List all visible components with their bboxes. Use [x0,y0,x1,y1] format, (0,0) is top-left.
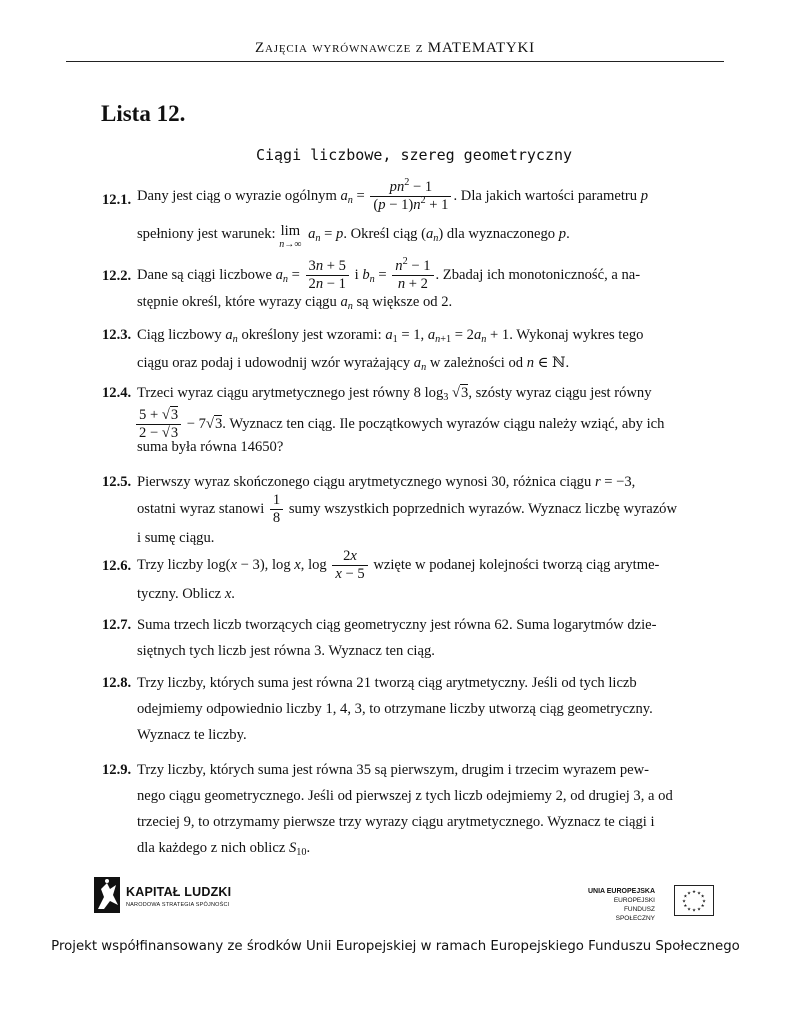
svg-text:★: ★ [691,908,697,914]
eu-flag-icon [674,885,714,916]
text-run: spełniony jest warunek: [137,226,276,242]
svg-text:★: ★ [681,899,687,905]
problem-text: dla każdego z nich oblicz $S_{10}$. [137,840,311,858]
problem-text: siętnych tych liczb jest równa 3. Wyznacz ten ciąg. [137,643,435,659]
text-run: Trzy liczby [137,557,204,573]
formula-fraction: $\frac{pn^2 - 1}{(p - 1)n^2 + 1}$ [370,179,451,214]
text-run: są większe od 2. [356,294,453,310]
problem-12-1 [102,175,724,250]
text-run: sumy wszystkich poprzednich wyrazów. Wyznacz liczbę wyrazów [288,501,678,517]
problem-number: 12.4. [102,385,132,401]
problem-12-6 [102,545,724,607]
problem-number: 12.1. [102,192,132,208]
svg-text:★: ★ [683,894,688,900]
problem-text: tyczny. Oblicz x. [137,586,235,602]
problem-text: Pierwszy wyraz skończonego ciągu arytmetycznego wynosi 30, różnica ciągu r = −3, [137,474,636,490]
text-run: , szósty wyraz ciągu jest równy [468,385,652,401]
problem-number: 12.5. [102,474,132,490]
problem-text: trzeciej 9, to otrzymamy pierwsze trzy wyrazy ciągu arytmetycznego. Wyznacz te ciągi i [137,814,655,830]
list-subtitle: Ciągi liczbowe, szereg geometryczny [255,146,573,164]
eu-label-3: FUNDUSZ SPOŁECZNY [615,906,655,922]
problem-text: ciągu oraz podaj i udowodnij wzór wyrażający $a_n$ w zależności od n ∈ ℕ. [137,355,570,373]
footer-logos [70,855,722,930]
svg-text:★: ★ [686,891,692,897]
text-run: tyczny. Oblicz [137,586,222,602]
text-run: . Dla jakich wartości parametru [453,188,638,204]
problem-text: $\frac{5 + √3}{2 - √3}$ − 7√3. Wyznacz ten ciąg. Ile początkowych wyrazów ciągu należy wziąć, aby ich [102,404,724,444]
text-run: Dany jest ciąg o wyrazie ogólnym [137,188,337,204]
problem-number: 12.9. [102,762,132,778]
text-run: . Wykonaj wykres tego [509,327,644,343]
problem-text: stępnie określ, które wyrazy ciągu $a_n$ są większe od 2. [137,294,453,312]
svg-text:★: ★ [700,904,705,909]
text-run: w zależności od [429,355,524,371]
text-run: i [354,267,359,283]
kapital-ludzki-label: KAPITAŁ LUDZKI [126,885,232,899]
text-run: dla wyznaczonego [446,226,556,242]
problem-12-5 [102,469,724,551]
problem-number: 12.2. [102,268,132,284]
problem-text: odejmiemy odpowiednio liczby 1, 4, 3, to otrzymane liczby utworzą ciąg geometryczny. [137,701,653,717]
problem-text: Suma trzech liczb tworzących ciąg geometryczny jest równa 62. Suma logarytmów dzie- [137,617,657,633]
text-run: Trzeci wyraz ciągu arytmetycznego jest równy [137,385,410,401]
limit-symbol: lim n→∞ [279,223,302,250]
footer-note: Projekt współfinansowany ze środków Unii Europejskiej w ramach Europejskiego Funduszu Społecznego [51,939,740,954]
text-run: ciągu oraz podaj i udowodnij wzór wyrażający [137,355,411,371]
problem-number: 12.8. [102,675,132,691]
svg-text:★: ★ [700,894,705,900]
problem-12-8 [102,670,724,748]
problem-number: 12.3. [102,327,132,343]
eu-text-block [585,887,655,923]
problem-12-9 [102,757,724,861]
text-run: Dane są ciągi liczbowe [137,267,272,283]
problem-text: Ciąg liczbowy $a_n$ określony jest wzorami: $a_1 = 1$, $a_{n+1} = 2a_n + 1$. Wykonaj wykres tego [137,327,644,345]
text-run: . Zbadaj ich monotoniczność, a na- [435,267,641,283]
problem-12-3 [102,322,724,376]
kapital-ludzki-sublabel: NARODOWA STRATEGIA SPÓJNOŚCI [126,902,230,908]
text-run: dla każdego z nich oblicz [137,840,286,856]
problem-text: Dany jest ciąg o wyrazie ogólnym $a_n$ = $\frac{pn^2 - 1}{(p - 1)n^2 + 1}$ . Dla jakich wartości parametru p [137,177,648,214]
text-run: . Wyznacz ten ciąg. Ile początkowych wyrazów ciągu należy wziąć, aby ich [222,416,665,432]
problem-number: 12.7. [102,617,132,633]
page-header: Zajęcia wyrównawcze z MATEMATYKI [255,40,535,56]
formula-fraction: $\frac{n^2 - 1}{n + 2}$ [392,258,433,293]
eu-label-1: UNIA EUROPEJSKA [587,888,655,895]
problem-text: Trzy liczby, których suma jest równa 21 tworzą ciąg arytmetyczny. Jeśli od tych liczb [137,675,637,691]
svg-text:★: ★ [696,907,702,913]
formula-fraction: $\frac{1}{8}$ [270,492,283,527]
text-run: ostatni wyraz stanowi [137,501,265,517]
problem-text: Trzy liczby, których suma jest równa 35 są pierwszym, drugim i trzecim wyrazem pew- [137,762,649,778]
svg-text:★: ★ [683,904,688,909]
formula-fraction: $\frac{2x}{x - 5}$ [332,548,367,583]
problem-text: suma była równa 14650? [137,439,284,455]
svg-text:★: ★ [696,891,702,897]
kapital-ludzki-logo [92,875,242,917]
problem-text [137,489,724,529]
problem-12-2 [102,255,724,315]
svg-text:★: ★ [691,890,697,895]
problem-number: 12.6. [102,558,132,574]
problem-text: i sumę ciągu. [137,530,215,546]
text-run: stępnie określ, które wyrazy ciągu [137,294,337,310]
eu-label-2: EUROPEJSKI [613,897,655,904]
problem-text: Wyznacz te liczby. [137,727,247,743]
text-run: . Określ ciąg [343,226,418,242]
text-run: określony jest wzorami: [241,327,382,343]
problem-text: Dane są ciągi liczbowe $a_n$ = $\frac{3n + 5}{2n - 1}$ i $b_n$ = $\frac{n^2 - 1}{n + 2}$ . Zbadaj ich monotoniczność, a na- [137,256,641,293]
problem-text: spełniony jest warunek: lim n→∞ $a_n = p$. Określ ciąg $(a_n)$ dla wyznaczonego p. [137,223,570,250]
text-run: Ciąg liczbowy [137,327,222,343]
kapital-ludzki-icon [92,875,122,915]
problem-12-7 [102,612,724,664]
problem-12-4 [102,380,724,460]
formula-fraction: $\frac{3n + 5}{2n - 1}$ [306,258,349,293]
header-rule [66,61,724,62]
problem-text: Trzy liczby log(x − 3), log x, log $\frac{2x}{x - 5}$ wzięte w podanej kolejności tworzą ciąg arytme- [137,548,660,583]
list-title: Lista 12. [101,101,186,126]
text-run: Pierwszy wyraz skończonego ciągu arytmetycznego wynosi 30, różnica ciągu [137,474,592,490]
svg-text:★: ★ [686,907,692,913]
problem-text: nego ciągu geometrycznego. Jeśli od pierwszej z tych liczb odejmiemy 2, od drugiej 3, a od [137,788,673,804]
formula-fraction: $\frac{5 + √3}{2 - √3}$ [136,407,181,442]
problem-text: Trzeci wyraz ciągu arytmetycznego jest równy 8 $\log_3 √3$, szósty wyraz ciągu jest równy [137,385,652,403]
svg-text:★: ★ [701,899,707,905]
text-run: wzięte w podanej kolejności tworzą ciąg arytme- [373,557,660,573]
